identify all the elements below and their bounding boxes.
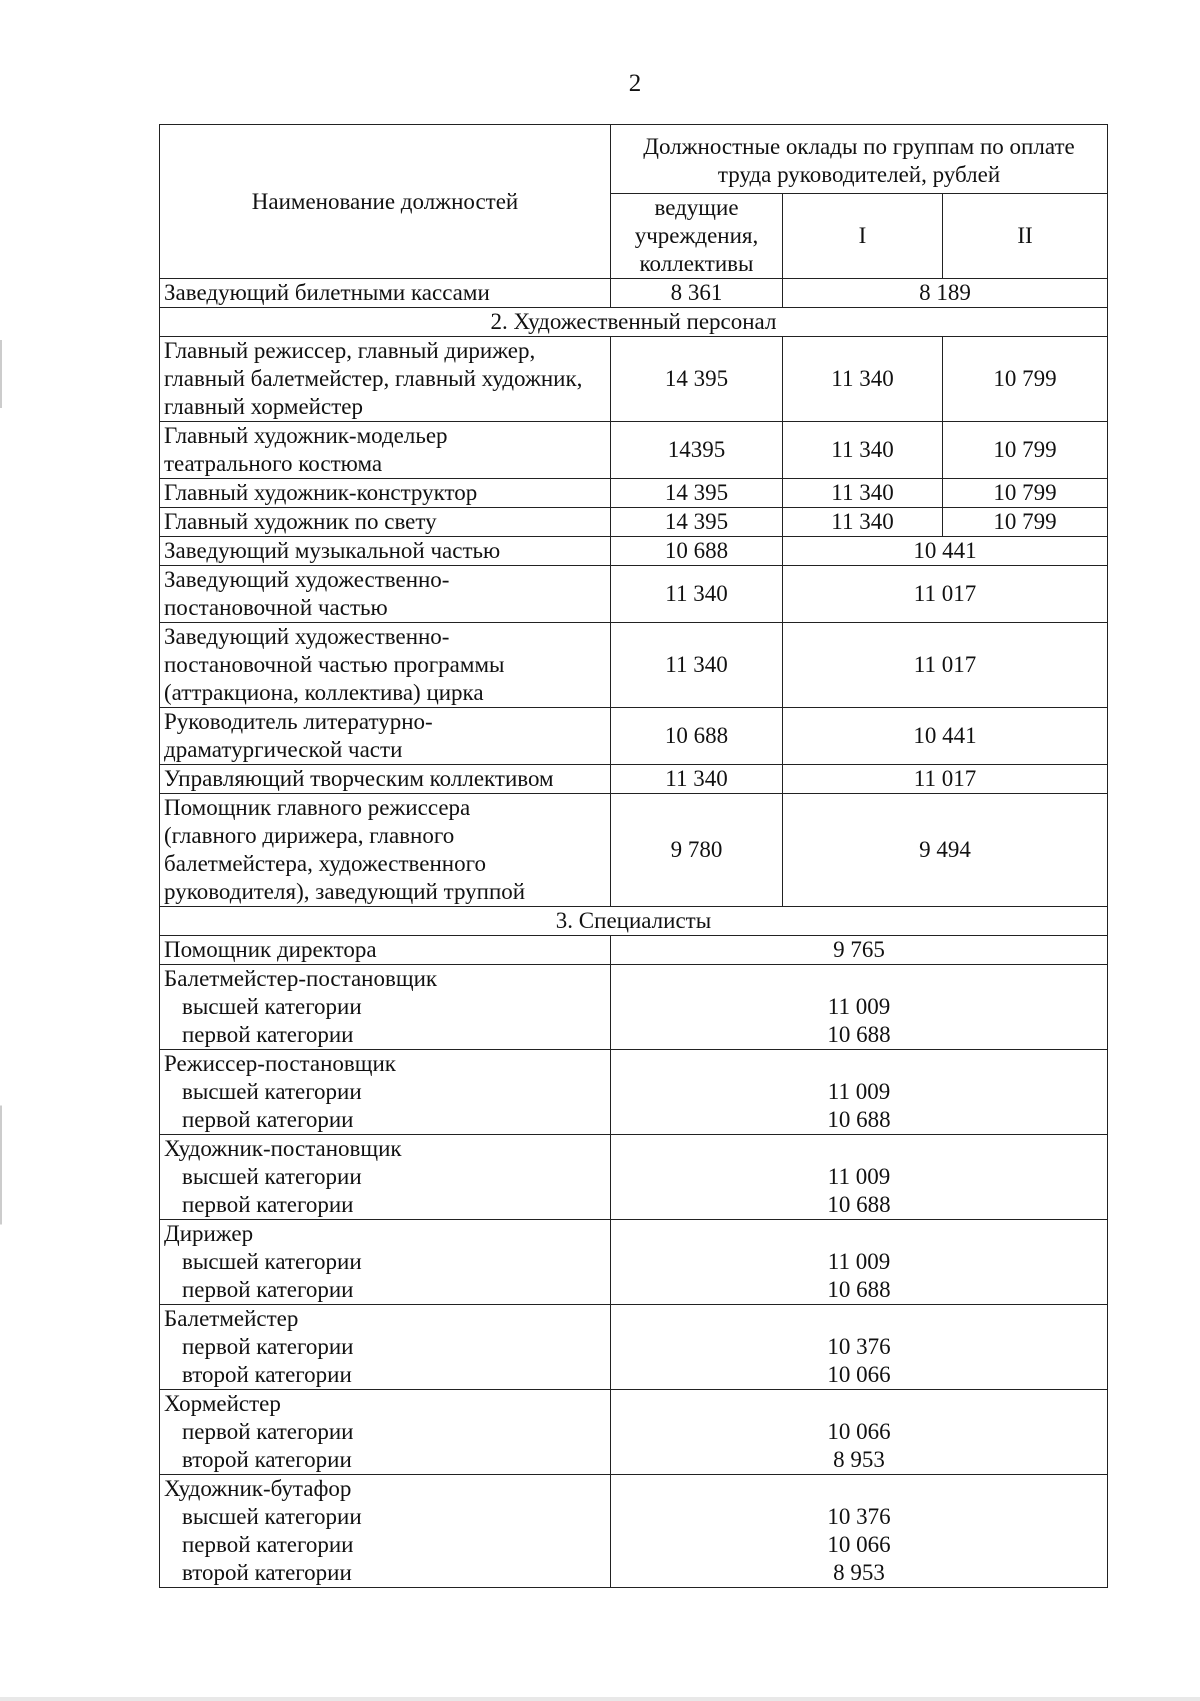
salary-value: 10 688 [827, 1192, 891, 1217]
salary-groups: 11 017 [783, 623, 1108, 708]
category-label: высшей категории [182, 1079, 362, 1104]
position-name [160, 566, 611, 623]
name-line: Руководитель литературно- [164, 709, 433, 734]
name-line: Балетмейстер [164, 1306, 299, 1331]
salary-value: 10 688 [827, 1022, 891, 1047]
name-line: Главный художник-модельер [164, 423, 448, 448]
salary-group-2: 10 799 [943, 422, 1108, 479]
header-group-2: II [943, 194, 1108, 279]
position-name [160, 965, 611, 1050]
category-label: высшей категории [182, 994, 362, 1019]
salary-value: 11 009 [827, 1249, 891, 1274]
position-name [160, 794, 611, 907]
salary-value: 10 376 [827, 1504, 891, 1529]
name-line: Заведующий художественно- [164, 567, 450, 592]
position-name [160, 337, 611, 422]
table-row [160, 1050, 1108, 1135]
position-name [160, 623, 611, 708]
name-line: руководителя), заведующий труппой [164, 879, 526, 904]
name-line: Помощник главного режиссера [164, 795, 471, 820]
name-line: театрального костюма [164, 451, 383, 476]
table-header-row [160, 125, 1108, 194]
salary-group-2: 10 799 [943, 508, 1108, 537]
position-name [160, 1390, 611, 1475]
salary-values [611, 965, 1108, 1050]
position-name [160, 1220, 611, 1305]
salary-values [611, 1390, 1108, 1475]
salary-lead: 14395 [611, 422, 783, 479]
salary-values [611, 1305, 1108, 1390]
salary-value: 10 066 [827, 1362, 891, 1387]
salary-group-1: 11 340 [783, 508, 943, 537]
salary-lead: 11 340 [611, 623, 783, 708]
name-line: Режиссер-постановщик [164, 1051, 396, 1076]
position-name: Заведующий билетными кассами [160, 279, 611, 308]
position-name [160, 422, 611, 479]
salary-lead: 8 361 [611, 279, 783, 308]
category-label: второй категории [182, 1560, 352, 1585]
category-label: первой категории [182, 1419, 354, 1444]
table-row [160, 537, 1108, 566]
salary-value: 8 953 [833, 1447, 885, 1472]
section-title: 3. Специалисты [160, 907, 1108, 936]
category-label: второй категории [182, 1447, 352, 1472]
category-label: первой категории [182, 1192, 354, 1217]
table-row [160, 708, 1108, 765]
salary-value: 10 066 [827, 1532, 891, 1557]
salary-table [159, 124, 1108, 1588]
header-lead-institutions [611, 194, 783, 279]
name-line: (аттракциона, коллектива) цирка [164, 680, 484, 705]
category-label: первой категории [182, 1277, 354, 1302]
salary-values [611, 1475, 1108, 1588]
category-label: высшей категории [182, 1249, 362, 1274]
salary-values [611, 1135, 1108, 1220]
section-title: 2. Художественный персонал [160, 308, 1108, 337]
table-row [160, 965, 1108, 1050]
category-label: первой категории [182, 1107, 354, 1132]
name-line: главный балетмейстер, главный художник, [164, 366, 583, 391]
name-line: Заведующий художественно- [164, 624, 450, 649]
header-lead-line: учреждения, [634, 223, 759, 248]
salary-value: 11 009 [827, 1164, 891, 1189]
table-row [160, 1135, 1108, 1220]
scan-edge [0, 1697, 1200, 1701]
name-line: Главный режиссер, главный дирижер, [164, 338, 536, 363]
category-label: первой категории [182, 1022, 354, 1047]
position-name [160, 1305, 611, 1390]
header-salary-groups: Должностные оклады по группам по оплате труда руководителей, рублей [611, 125, 1108, 194]
table-row [160, 508, 1108, 537]
salary-values [611, 1050, 1108, 1135]
position-name: Главный художник по свету [160, 508, 611, 537]
salary-lead: 10 688 [611, 708, 783, 765]
salary-group-1: 11 340 [783, 479, 943, 508]
salary-groups: 11 017 [783, 566, 1108, 623]
table-row [160, 337, 1108, 422]
salary-value: 8 953 [833, 1560, 885, 1585]
salary-groups: 10 441 [783, 537, 1108, 566]
name-line: Художник-бутафор [164, 1476, 352, 1501]
table-row [160, 794, 1108, 907]
salary-group-1: 11 340 [783, 337, 943, 422]
name-line: главный хормейстер [164, 394, 363, 419]
salary-lead: 10 688 [611, 537, 783, 566]
table-row [160, 623, 1108, 708]
header-lead-line: ведущие [654, 195, 739, 220]
salary-group-1: 11 340 [783, 422, 943, 479]
name-line: драматургической части [164, 737, 403, 762]
name-line: постановочной частью программы [164, 652, 505, 677]
salary-values [611, 1220, 1108, 1305]
scan-edge [0, 0, 2, 1701]
salary-lead: 11 340 [611, 566, 783, 623]
table-row [160, 1475, 1108, 1588]
table-row [160, 479, 1108, 508]
position-name: Главный художник-конструктор [160, 479, 611, 508]
position-name: Заведующий музыкальной частью [160, 537, 611, 566]
salary-lead: 14 395 [611, 508, 783, 537]
page-number: 2 [628, 70, 642, 97]
header-lead-line: коллективы [639, 251, 754, 276]
name-line: Дирижер [164, 1221, 254, 1246]
salary-value: 10 066 [827, 1419, 891, 1444]
salary-value: 10 376 [827, 1334, 891, 1359]
salary-lead: 14 395 [611, 479, 783, 508]
category-label: второй категории [182, 1362, 352, 1387]
section-row [160, 308, 1108, 337]
salary-value: 9 765 [611, 936, 1108, 965]
salary-groups: 11 017 [783, 765, 1108, 794]
salary-groups: 10 441 [783, 708, 1108, 765]
salary-groups: 9 494 [783, 794, 1108, 907]
position-name [160, 1135, 611, 1220]
category-label: первой категории [182, 1532, 354, 1557]
table-row [160, 566, 1108, 623]
name-line: балетмейстера, художественного [164, 851, 486, 876]
category-label: высшей категории [182, 1164, 362, 1189]
salary-lead: 11 340 [611, 765, 783, 794]
salary-lead: 9 780 [611, 794, 783, 907]
table-row [160, 765, 1108, 794]
header-group-1: I [783, 194, 943, 279]
category-label: высшей категории [182, 1504, 362, 1529]
table-row [160, 422, 1108, 479]
position-name [160, 1475, 611, 1588]
salary-groups: 8 189 [783, 279, 1108, 308]
position-name: Помощник директора [160, 936, 611, 965]
header-position-name: Наименование должностей [160, 125, 611, 279]
salary-lead: 14 395 [611, 337, 783, 422]
position-name: Управляющий творческим коллективом [160, 765, 611, 794]
table-row [160, 1305, 1108, 1390]
name-line: Художник-постановщик [164, 1136, 402, 1161]
section-row [160, 907, 1108, 936]
table-row [160, 936, 1108, 965]
table-row [160, 1220, 1108, 1305]
name-line: (главного дирижера, главного [164, 823, 455, 848]
salary-value: 10 688 [827, 1277, 891, 1302]
salary-group-2: 10 799 [943, 337, 1108, 422]
table-row [160, 1390, 1108, 1475]
salary-value: 11 009 [827, 1079, 891, 1104]
category-label: первой категории [182, 1334, 354, 1359]
position-name [160, 1050, 611, 1135]
salary-value: 10 688 [827, 1107, 891, 1132]
position-name [160, 708, 611, 765]
salary-value: 11 009 [827, 994, 891, 1019]
name-line: Балетмейстер-постановщик [164, 966, 438, 991]
salary-group-2: 10 799 [943, 479, 1108, 508]
name-line: постановочной частью [164, 595, 388, 620]
table-row [160, 279, 1108, 308]
name-line: Хормейстер [164, 1391, 281, 1416]
